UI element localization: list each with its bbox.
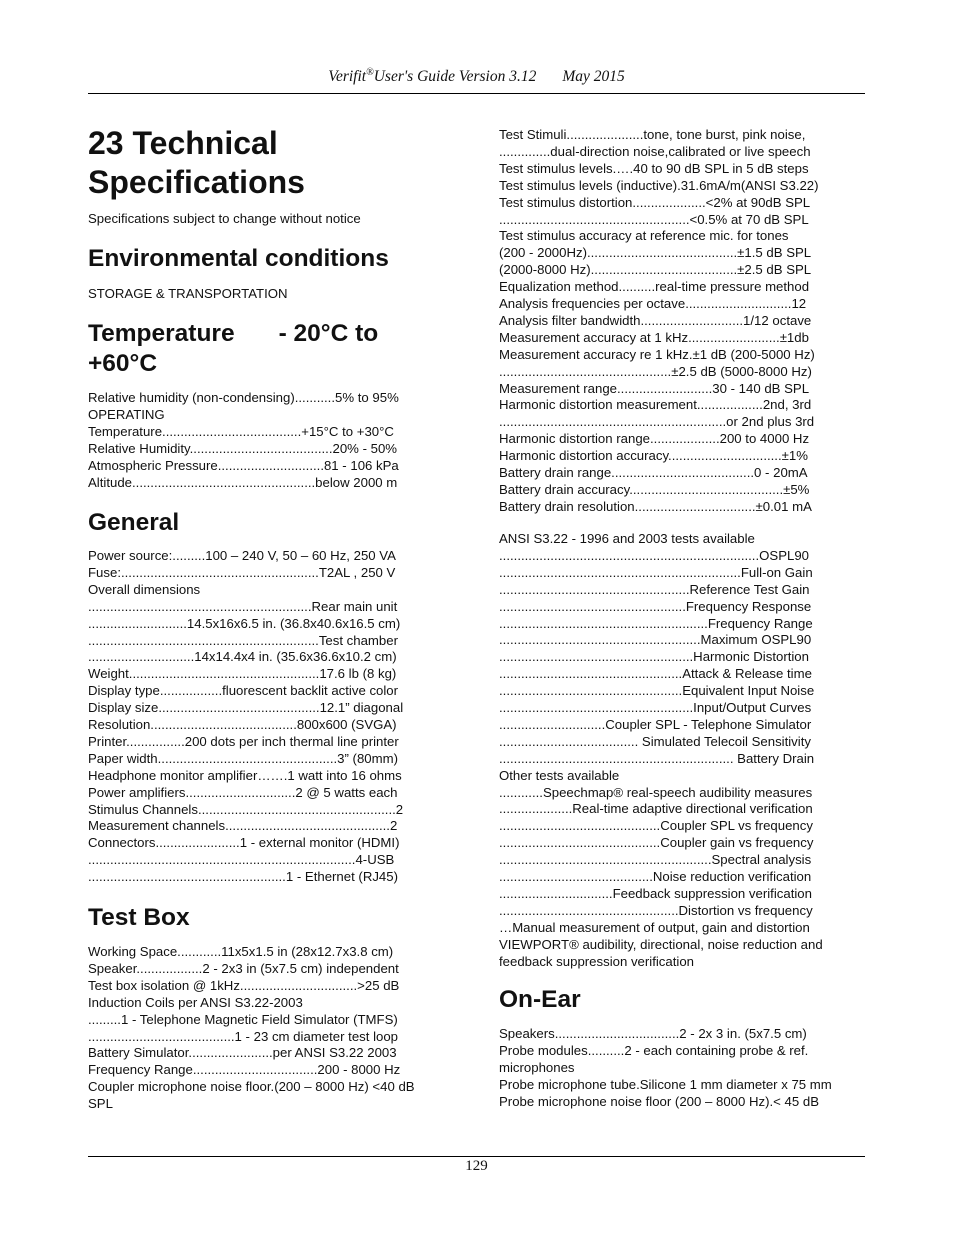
spec-line: .............................................................Rear main unit	[88, 598, 398, 614]
spec-line: ...................................................Frequency Response	[499, 598, 812, 614]
spec-line: Probe microphone tube.Silicone 1 mm diameter x 75 mm	[499, 1076, 832, 1092]
spec-line: Induction Coils per ANSI S3.22-2003	[88, 994, 303, 1010]
header-brand: Verifit	[328, 68, 367, 86]
spec-line: ..........................................................Spectral analysis	[499, 852, 812, 868]
spec-line: ....................................................Reference Test Gain	[499, 581, 810, 597]
spec-line: Relative humidity (non-condensing)...........5% to 95%	[88, 390, 399, 405]
spec-line: Overall dimensions	[88, 581, 201, 597]
env-heading: Environmental conditions	[88, 245, 389, 272]
chapter-title-line1: 23 Technical	[88, 125, 278, 161]
spec-line: ..................................................................Full-on Gain	[499, 564, 813, 580]
spec-line: VIEWPORT® audibility, directional, noise reduction and	[499, 936, 823, 952]
spec-line: (2000-8000 Hz)........................................±2.5 dB SPL	[499, 262, 812, 278]
header-reg-mark: ®	[366, 67, 374, 78]
spec-line: SPL	[88, 1096, 113, 1112]
spec-line: Analysis frequencies per octave.............................12	[499, 296, 807, 311]
spec-line: Other tests available	[499, 767, 620, 783]
spec-line: ......................................................1 - Ethernet (RJ45)	[88, 869, 398, 885]
spec-line: ..................................................Attack & Release time	[499, 666, 812, 682]
testbox-heading: Test Box	[88, 904, 190, 931]
spec-line: Test box isolation @ 1kHz................................>25 dB	[88, 977, 400, 993]
spec-line: ..................................................Equivalent Input Noise	[499, 683, 815, 699]
spec-line: Test stimulus accuracy at reference mic. for tones	[499, 228, 789, 244]
spec-line: .........................................................................4-USB	[88, 852, 395, 868]
spec-line: ...............................................±2.5 dB (5000-8000 Hz)	[499, 363, 812, 379]
spec-line: .......................................................................OSPL90	[499, 547, 809, 563]
spec-line: Printer................200 dots per inch thermal line printer	[88, 733, 399, 749]
spec-line: …Manual measurement of output, gain and distortion	[499, 919, 810, 935]
header-title: User's Guide Version 3.12	[373, 68, 537, 86]
spec-line: Display type.................fluorescent backlit active color	[88, 683, 399, 699]
spec-line: .........1 - Telephone Magnetic Field Simulator (TMFS)	[88, 1011, 398, 1027]
spec-line: Altitude..................................................below 2000 m	[88, 475, 398, 490]
footer-rule	[88, 1156, 865, 1157]
spec-line: Battery Simulator.......................per ANSI S3.22 2003	[88, 1045, 397, 1061]
running-header	[88, 67, 865, 86]
storage-label: STORAGE & TRANSPORTATION	[88, 286, 288, 301]
spec-line: ..............................................................or 2nd plus 3rd	[499, 414, 815, 430]
spec-line: Speaker..................2 - 2x3 in (5x7.5 cm) independent	[88, 960, 399, 976]
spec-line: OPERATING	[88, 407, 165, 422]
temp-heading-a: Temperature	[88, 320, 235, 347]
spec-line: Relative Humidity.......................................20% - 50%	[88, 441, 398, 456]
spec-line: Analysis filter bandwidth............................1/12 octave	[499, 312, 812, 328]
spec-line: .............................14x14.4x4 in. (35.6x36.6x10.2 cm)	[88, 649, 397, 665]
spec-line: ........................................1 - 23 cm diameter test loop	[88, 1028, 399, 1044]
temp-heading	[88, 319, 378, 349]
temp-heading-b: - 20°C to	[278, 320, 379, 347]
spec-line: Working Space............11x5x1.5 in (28x12.7x3.8 cm)	[88, 944, 394, 959]
subtitle: Specifications subject to change without notice	[88, 211, 361, 226]
spec-line: Battery drain resolution.................................±0.01 mA	[499, 498, 812, 514]
spec-line: Probe modules..........2 - each containing probe & ref.	[499, 1042, 809, 1058]
spec-line: .....................................................Input/Output Curves	[499, 700, 812, 715]
spec-line: ............Speechmap® real-speech audibility measures	[499, 784, 813, 800]
spec-line: ................................................................ Battery Drain	[499, 750, 815, 766]
spec-line: microphones	[499, 1059, 575, 1075]
spec-line: Measurement accuracy at 1 kHz.........................±1db	[499, 329, 809, 345]
spec-line: Battery drain accuracy..........................................±5%	[499, 481, 810, 497]
spec-line: Harmonic distortion range...................200 to 4000 Hz	[499, 431, 810, 447]
spec-line: Harmonic distortion accuracy...............................±1%	[499, 448, 808, 464]
spec-line: ............................................Coupler SPL vs frequency	[499, 818, 813, 834]
spec-line: Test stimulus levels (inductive).31.6mA/m(ANSI S3.22)	[499, 177, 819, 193]
spec-line: Resolution........................................800x600 (SVGA)	[88, 717, 397, 732]
spec-line: .............................Coupler SPL - Telephone Simulator	[499, 716, 812, 732]
spec-line: Connectors.......................1 - external monitor (HDMI)	[88, 835, 400, 851]
spec-line: Equalization method..........real-time pressure method	[499, 279, 810, 295]
spec-line: Probe microphone noise floor (200 – 8000 Hz).< 45 dB	[499, 1093, 819, 1109]
spec-line: Temperature......................................+15°C to +30°C	[88, 424, 394, 439]
spec-line: Frequency Range..................................200 - 8000 Hz	[88, 1062, 401, 1078]
spec-line: Test stimulus distortion....................<2% at 90dB SPL	[499, 194, 811, 210]
spec-line: Test stimulus levels.….40 to 90 dB SPL in 5 dB steps	[499, 160, 809, 176]
spec-line: Power source:.........100 – 240 V, 50 – 60 Hz, 250 VA	[88, 548, 396, 563]
spec-line: .....................................................Harmonic Distortion	[499, 649, 809, 665]
spec-line: Battery drain range.......................................0 - 20mA	[499, 465, 808, 480]
onear-heading: On-Ear	[499, 986, 581, 1013]
spec-line: Measurement accuracy re 1 kHz.±1 dB (200-5000 Hz)	[499, 346, 815, 362]
spec-line: Measurement channels.............................................2	[88, 818, 398, 834]
spec-line: ...............................Feedback suppression verification	[499, 885, 812, 901]
spec-line: Speakers..................................2 - 2x 3 in. (5x7.5 cm)	[499, 1026, 807, 1041]
spec-line: Harmonic distortion measurement..................2nd, 3rd	[499, 397, 812, 413]
spec-line: Paper width.................................................3” (80mm)	[88, 750, 398, 766]
spec-line: Test Stimuli.....................tone, tone burst, pink noise,	[499, 127, 806, 142]
header-rule	[88, 93, 865, 94]
spec-line: Stimulus Channels......................................................2	[88, 801, 404, 817]
spec-line: Headphone monitor amplifier…….1 watt into 16 ohms	[88, 767, 402, 783]
spec-line: .........................................................Frequency Range	[499, 615, 813, 631]
spec-line: Display size............................................12.1” diagonal	[88, 700, 404, 716]
page-number: 129	[465, 1158, 488, 1174]
spec-line: ............................................Coupler gain vs frequency	[499, 835, 814, 851]
spec-line: ...............................................................Test chamber	[88, 632, 398, 648]
spec-line: (200 - 2000Hz).........................................±1.5 dB SPL	[499, 245, 812, 261]
spec-line: ..............dual-direction noise,calibrated or live speech	[499, 143, 811, 159]
spec-line: Coupler microphone noise floor.(200 – 8000 Hz) <40 dB	[88, 1079, 415, 1095]
spec-line: Weight....................................................17.6 lb (8 kg)	[88, 666, 397, 682]
chapter-title-line2: Specifications	[88, 164, 305, 200]
general-heading: General	[88, 509, 180, 536]
spec-line: feedback suppression verification	[499, 953, 694, 969]
spec-line: Atmospheric Pressure.............................81 - 106 kPa	[88, 458, 399, 473]
spec-line: ....................................................<0.5% at 70 dB SPL	[499, 211, 809, 227]
temp-heading-line2: +60°C	[88, 350, 158, 377]
spec-line: ANSI S3.22 - 1996 and 2003 tests available	[499, 531, 755, 546]
header-date: May 2015	[562, 68, 625, 86]
spec-line: ...................................... Simulated Telecoil Sensitivity	[499, 733, 811, 749]
spec-line: .......................................................Maximum OSPL90	[499, 632, 812, 648]
spec-line: Power amplifiers..............................2 @ 5 watts each	[88, 784, 398, 800]
spec-line: ....................Real-time adaptive directional verification	[499, 801, 813, 817]
spec-line: ..........................................Noise reduction verification	[499, 869, 812, 884]
spec-line: ...........................14.5x16x6.5 in. (36.8x40.6x16.5 cm)	[88, 615, 401, 631]
spec-line: Fuse:......................................................T2AL , 250 V	[88, 564, 396, 580]
spec-line: Measurement range..........................30 - 140 dB SPL	[499, 380, 810, 396]
spec-line: .................................................Distortion vs frequency	[499, 902, 813, 918]
